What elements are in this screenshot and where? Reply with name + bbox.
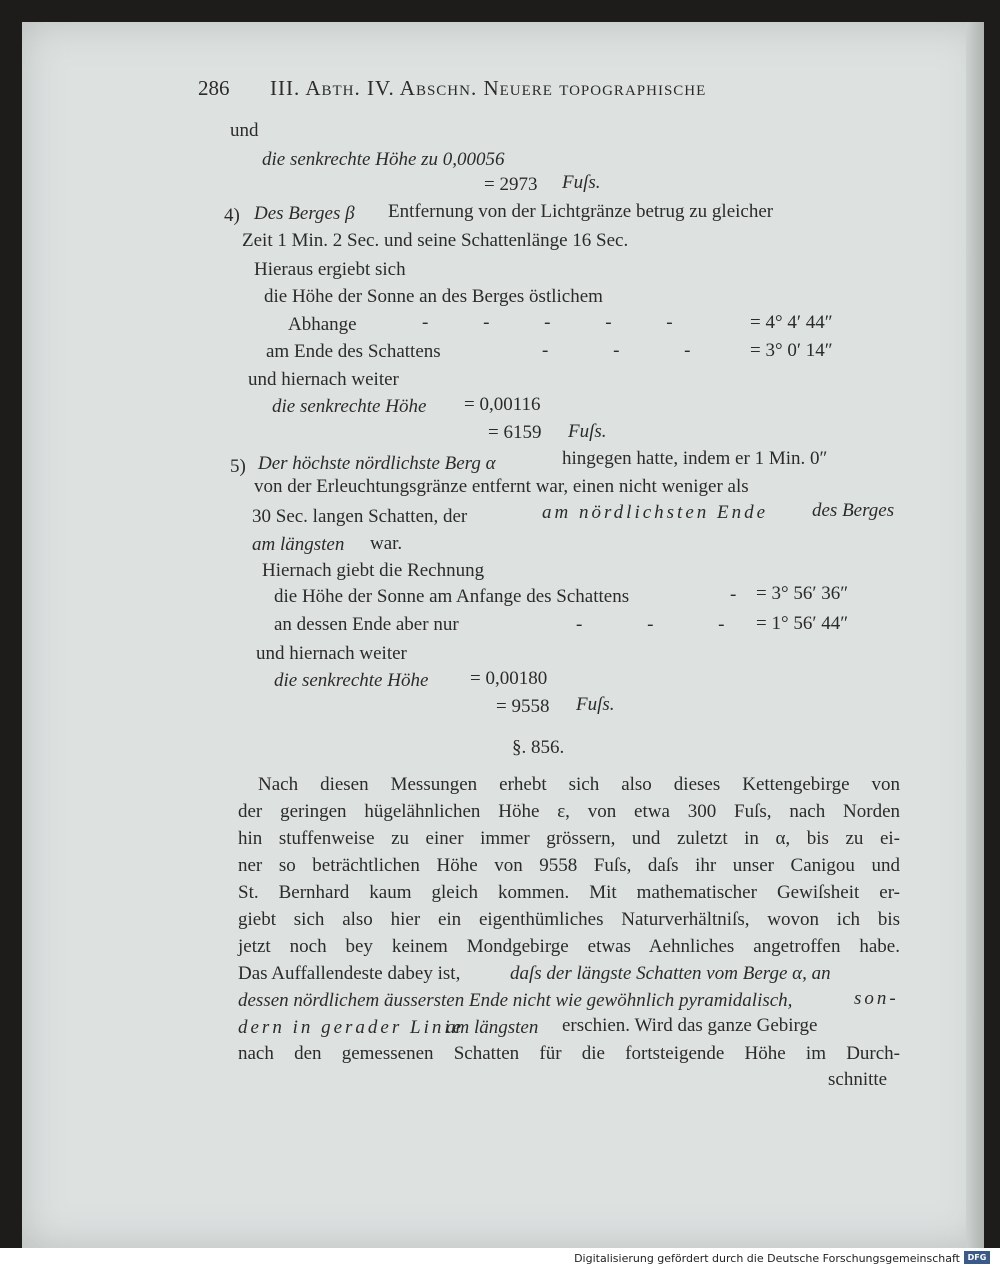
formula-value: = 2973 <box>484 174 538 195</box>
text-line: Zeit 1 Min. 2 Sec. und seine Schattenlänge 16 Sec. <box>242 230 629 251</box>
paragraph-line: jetzt noch bey keinem Mondgebirge etwas Aehnliches angetroffen habe. <box>238 936 900 957</box>
text-line: Abhange <box>288 314 357 335</box>
text-line: war. <box>370 533 403 554</box>
text-spaced: dern in gerader Linie <box>238 1017 465 1038</box>
text-italic: Der höchste nördlichste Berg α <box>258 453 496 474</box>
paragraph-line: ner so beträchtlichen Höhe von 9558 Fuſs, daſs ihr unser Canigou und <box>238 855 900 876</box>
formula-value: = 4° 4′ 44″ <box>750 312 833 333</box>
text-line: und hiernach weiter <box>248 369 399 390</box>
text-italic: die senkrechte Höhe <box>274 670 429 691</box>
leader-dashes: - - - - - <box>422 312 673 333</box>
text-line: die Höhe der Sonne am Anfange des Schattens <box>274 586 630 607</box>
text-line: Hiernach giebt die Rechnung <box>262 560 485 581</box>
text-italic: daſs der längste Schatten vom Berge α, an <box>510 963 831 984</box>
paragraph-line: giebt sich also hier ein eigenthümliches Naturverhältniſs, wovon ich bis <box>238 909 900 930</box>
footer-bar <box>0 1248 1000 1268</box>
page-edge <box>966 22 984 1248</box>
text-italic: des Berges <box>812 500 895 521</box>
formula-value: = 3° 0′ 14″ <box>750 340 833 361</box>
text-italic: die senkrechte Höhe <box>272 396 427 417</box>
leader-dashes: - - - <box>576 614 725 635</box>
text-italic: am längsten <box>446 1017 539 1038</box>
text-line: 30 Sec. langen Schatten, der <box>252 506 468 527</box>
leader-dashes: - - - <box>542 340 691 361</box>
text-italic: dessen nördlichem äussersten Ende nicht wie gewöhnlich pyramidalisch, <box>238 990 793 1011</box>
formula-value: = 0,00116 <box>464 394 541 415</box>
section-heading: §. 856. <box>512 737 565 758</box>
paragraph-line: der geringen hügelähnlichen Höhe ε, von etwa 300 Fuſs, nach Norden <box>238 801 900 822</box>
text-line: von der Erleuchtungsgränze entfernt war, einen nicht weniger als <box>254 476 749 497</box>
formula-value: = 9558 <box>496 696 550 717</box>
text-spaced: am nördlichsten Ende <box>542 502 769 523</box>
formula-unit: Fuſs. <box>568 421 607 442</box>
item-number: 5) <box>230 456 246 477</box>
text-italic: Des Berges β <box>254 203 355 224</box>
formula-value: = 3° 56′ 36″ <box>756 583 849 604</box>
formula-value: = 6159 <box>488 422 542 443</box>
running-title: III. Abth. IV. Abschn. Neuere topographische <box>270 76 707 100</box>
text-line: Hieraus ergiebt sich <box>254 259 406 280</box>
formula-value: = 1° 56′ 44″ <box>756 613 849 634</box>
formula-unit: Fuſs. <box>562 172 601 193</box>
text-line: an dessen Ende aber nur <box>274 614 459 635</box>
paragraph-line: nach den gemessenen Schatten für die fortsteigende Höhe im Durch- <box>238 1043 900 1064</box>
formula-unit: Fuſs. <box>576 694 615 715</box>
leader-dashes: - <box>730 584 737 605</box>
catchword: schnitte <box>828 1069 888 1090</box>
book-page <box>22 22 984 1248</box>
text-line: die senkrechte Höhe zu 0,00056 <box>262 149 505 170</box>
text-spaced: son- <box>854 988 899 1009</box>
text-line: die Höhe der Sonne an des Berges östlichem <box>264 286 603 307</box>
dfg-logo: DFG <box>964 1251 990 1264</box>
text-line: Entfernung von der Lichtgränze betrug zu gleicher <box>388 201 774 222</box>
formula-value: = 0,00180 <box>470 668 548 689</box>
paragraph-line: erschien. Wird das ganze Gebirge <box>562 1015 818 1036</box>
text-italic: am längsten <box>252 534 345 555</box>
text-line: und <box>230 120 259 141</box>
footer-credit: Digitalisierung gefördert durch die Deutsche Forschungsgemeinschaft <box>574 1252 960 1265</box>
paragraph-line: hin stuffenweise zu einer immer grössern, und zuletzt in α, bis zu ei- <box>238 828 900 849</box>
item-number: 4) <box>224 205 240 226</box>
text-line: am Ende des Schattens <box>266 341 441 362</box>
text-line: und hiernach weiter <box>256 643 407 664</box>
paragraph-line: Das Auffallendeste dabey ist, <box>238 963 461 984</box>
text-line: hingegen hatte, indem er 1 Min. 0″ <box>562 448 828 469</box>
paragraph-line: St. Bernhard kaum gleich kommen. Mit mathematischer Gewiſsheit er- <box>238 882 900 903</box>
paragraph-line: Nach diesen Messungen erhebt sich also dieses Kettengebirge von <box>258 774 900 795</box>
page-number: 286 <box>198 76 230 100</box>
